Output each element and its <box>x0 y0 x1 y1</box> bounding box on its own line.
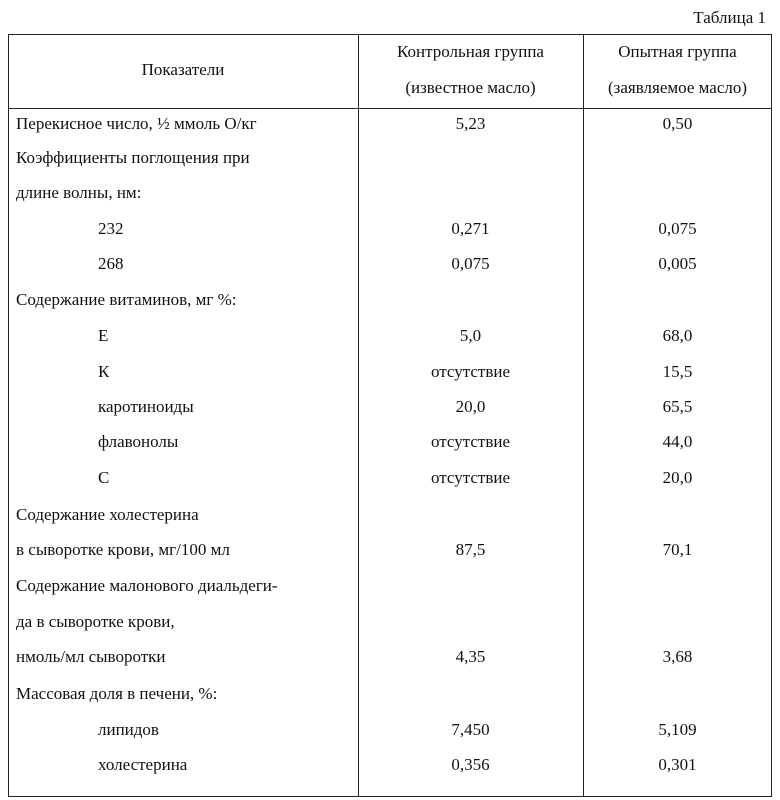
control-value: 0,356 <box>451 755 490 774</box>
test-value: 68,0 <box>662 326 693 345</box>
control-value: 20,0 <box>455 397 486 416</box>
header-test-line1: Опытная группа <box>618 42 737 61</box>
table-row <box>8 647 772 681</box>
header-control-line2: (известное масло) <box>405 78 536 97</box>
test-value: 3,68 <box>662 647 693 666</box>
row-label: длине волны, нм: <box>16 183 142 202</box>
table-row <box>8 254 772 288</box>
test-value: 65,5 <box>662 397 693 416</box>
table-row <box>8 684 772 718</box>
header-control-line1: Контрольная группа <box>397 42 544 61</box>
control-value: 5,0 <box>459 326 482 345</box>
table-row <box>8 219 772 253</box>
control-value: 0,075 <box>451 254 490 273</box>
row-label: да в сыворотке крови, <box>16 612 175 631</box>
control-value: отсутствие <box>430 432 510 451</box>
test-value: 15,5 <box>662 362 693 381</box>
control-value: отсутствие <box>430 362 510 381</box>
row-label: 232 <box>98 219 124 238</box>
row-label: 268 <box>98 254 124 273</box>
table-row <box>8 114 772 148</box>
row-label: Содержание холестерина <box>16 505 199 524</box>
row-label: Содержание витаминов, мг %: <box>16 290 237 309</box>
header-divider <box>8 108 772 109</box>
control-value: 7,450 <box>451 720 490 739</box>
row-label: К <box>98 362 110 381</box>
table-row <box>8 468 772 502</box>
control-value: 0,271 <box>451 219 490 238</box>
table-row <box>8 432 772 466</box>
test-value: 5,109 <box>658 720 697 739</box>
test-value: 44,0 <box>662 432 693 451</box>
header-indicators: Показатели <box>141 60 225 79</box>
test-value: 20,0 <box>662 468 693 487</box>
row-label: флавонолы <box>98 432 179 451</box>
control-value: 5,23 <box>455 114 486 133</box>
header-test-line2: (заявляемое масло) <box>607 78 748 97</box>
row-label: липидов <box>98 720 159 739</box>
table-border-top <box>8 34 772 35</box>
table-caption: Таблица 1 <box>693 8 766 27</box>
table-row <box>8 576 772 610</box>
table-row <box>8 326 772 360</box>
test-value: 0,075 <box>658 219 697 238</box>
table-row <box>8 148 772 182</box>
control-value: 4,35 <box>455 647 486 666</box>
row-label: Содержание малонового диальдеги- <box>16 576 278 595</box>
table-row <box>8 290 772 324</box>
table-row <box>8 612 772 646</box>
control-value: отсутствие <box>430 468 510 487</box>
row-label: каротиноиды <box>98 397 194 416</box>
row-label: Е <box>98 326 109 345</box>
control-value: 87,5 <box>455 540 486 559</box>
table-row <box>8 720 772 754</box>
row-label: в сыворотке крови, мг/100 мл <box>16 540 230 559</box>
table-row <box>8 505 772 539</box>
table-row <box>8 362 772 396</box>
table-row <box>8 755 772 789</box>
test-value: 0,005 <box>658 254 697 273</box>
table-border-bottom <box>8 796 772 797</box>
row-label: Коэффициенты поглощения при <box>16 148 250 167</box>
table-row <box>8 397 772 431</box>
table-row <box>8 183 772 217</box>
row-label: холестерина <box>98 755 188 774</box>
test-value: 0,301 <box>658 755 697 774</box>
data-table <box>8 34 772 797</box>
row-label: С <box>98 468 110 487</box>
row-label: Перекисное число, ½ ммоль О/кг <box>16 114 257 133</box>
table-row <box>8 540 772 574</box>
row-label: нмоль/мл сыворотки <box>16 647 166 666</box>
test-value: 70,1 <box>662 540 693 559</box>
row-label: Массовая доля в печени, %: <box>16 684 218 703</box>
test-value: 0,50 <box>662 114 693 133</box>
